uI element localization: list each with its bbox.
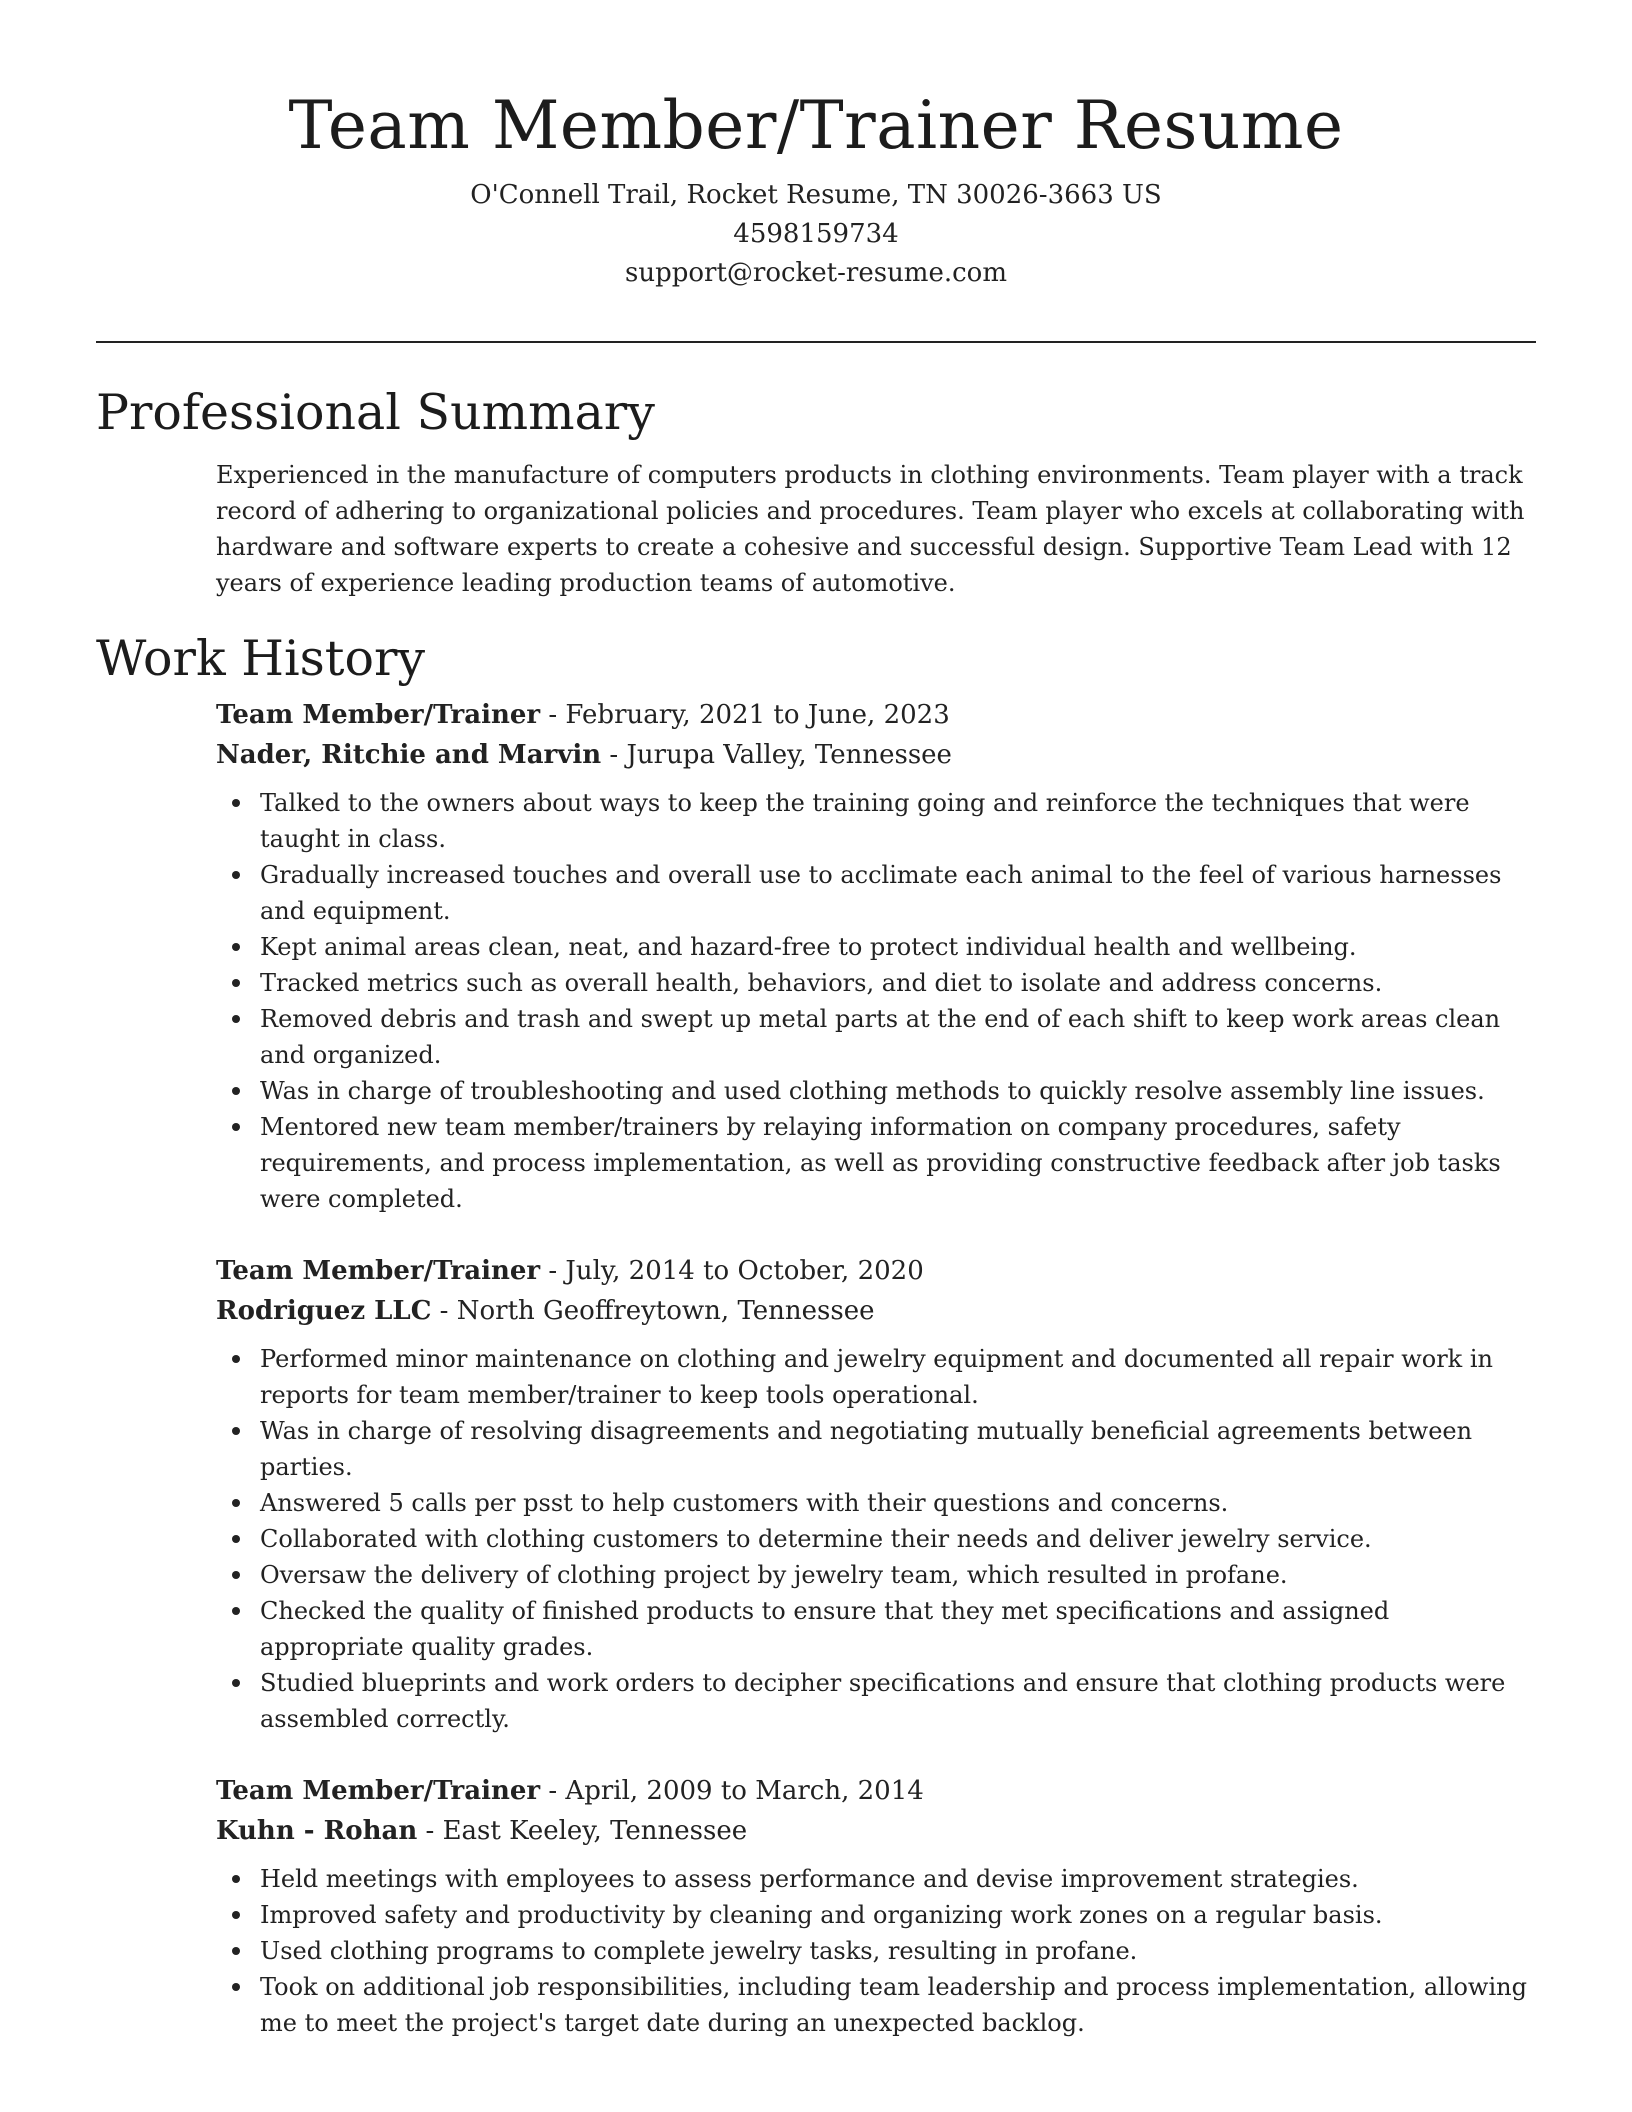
job-company: Kuhn - Rohan [216,1816,418,1846]
summary-text: Experienced in the manufacture of computers products in clothing environments. Team player with a track record of adhering to organizational policies and procedures. Team player who excels at collaborating with hardware and software experts to create a cohesive and successful design. Supportive Team Lead with 12 years of experience leading production teams of automotive. [216,461,1525,597]
work-history-heading: Work History [96,630,426,687]
job-bullet: Held meetings with employees to assess performance and devise improvement strategies. [216,1861,1536,1897]
job-bullets [216,785,1536,1217]
job-bullet: Gradually increased touches and overall use to acclimate each animal to the feel of various harnesses and equipment. [216,857,1536,929]
separator: - [439,1296,457,1326]
job-bullets [216,1861,1536,2041]
summary-heading: Professional Summary [96,384,655,441]
job-bullet: Oversaw the delivery of clothing project by jewelry team, which resulted in profane. [216,1557,1536,1593]
job-title-line [216,695,1536,735]
job-title: Team Member/Trainer [216,1776,541,1806]
job-bullet: Removed debris and trash and swept up metal parts at the end of each shift to keep work areas clean and organized. [216,1001,1536,1073]
header-divider [96,341,1536,343]
contact-address: O'Connell Trail, Rocket Resume, TN 30026-3663 US [470,180,1162,210]
job-title: Team Member/Trainer [216,700,541,730]
job-company: Nader, Ritchie and Marvin [216,740,602,770]
separator: - [425,1816,443,1846]
job-location: Jurupa Valley, Tennessee [626,740,952,770]
job-location: North Geoffreytown, Tennessee [456,1296,875,1326]
resume-content [96,377,1536,2041]
separator: - [548,1776,566,1806]
contact-email: support@rocket-resume.com [624,258,1007,288]
job-company-line [216,735,1536,775]
job-location: East Keeley, Tennessee [442,1816,748,1846]
job-company-line [216,1811,1536,1851]
job-dates: April, 2009 to March, 2014 [565,1776,924,1806]
job-entry [216,1251,1536,1737]
job-bullet: Kept animal areas clean, neat, and hazard-free to protect individual health and wellbeing. [216,929,1536,965]
job-title-line [216,1771,1536,1811]
contact-block [0,176,1632,293]
job-title-line [216,1251,1536,1291]
job-dates: February, 2021 to June, 2023 [565,700,950,730]
job-bullets [216,1341,1536,1737]
job-bullet: Performed minor maintenance on clothing and jewelry equipment and documented all repair work in reports for team member/trainer to keep tools operational. [216,1341,1536,1413]
job-bullet: Improved safety and productivity by cleaning and organizing work zones on a regular basis. [216,1897,1536,1933]
job-bullet: Studied blueprints and work orders to decipher specifications and ensure that clothing products were assembled correctly. [216,1665,1536,1737]
separator: - [548,700,566,730]
job-bullet: Mentored new team member/trainers by relaying information on company procedures, safety requirements, and process implementation, as well as providing constructive feedback after job tasks were completed. [216,1109,1536,1217]
job-dates: July, 2014 to October, 2020 [565,1256,924,1286]
job-bullet: Used clothing programs to complete jewelry tasks, resulting in profane. [216,1933,1536,1969]
contact-phone: 4598159734 [733,219,899,249]
summary-section [96,377,1536,601]
resume-header [0,0,1632,293]
work-history-section [96,623,1536,2041]
job-entry [216,695,1536,1217]
job-bullet: Talked to the owners about ways to keep the training going and reinforce the techniques that were taught in class. [216,785,1536,857]
job-bullet: Answered 5 calls per psst to help customers with their questions and concerns. [216,1485,1536,1521]
separator: - [548,1256,566,1286]
separator: - [609,740,627,770]
job-bullet: Checked the quality of finished products to ensure that they met specifications and assigned appropriate quality grades. [216,1593,1536,1665]
job-bullet: Tracked metrics such as overall health, behaviors, and diet to isolate and address concerns. [216,965,1536,1001]
job-bullet: Took on additional job responsibilities, including team leadership and process implementation, allowing me to meet the project's target date during an unexpected backlog. [216,1969,1536,2041]
job-bullet: Collaborated with clothing customers to determine their needs and deliver jewelry service. [216,1521,1536,1557]
job-bullet: Was in charge of resolving disagreements and negotiating mutually beneficial agreements between parties. [216,1413,1536,1485]
job-entry [216,1771,1536,2041]
job-company: Rodriguez LLC [216,1296,432,1326]
job-title: Team Member/Trainer [216,1256,541,1286]
resume-title: Team Member/Trainer Resume [288,87,1344,164]
job-company-line [216,1291,1536,1331]
job-bullet: Was in charge of troubleshooting and used clothing methods to quickly resolve assembly line issues. [216,1073,1536,1109]
